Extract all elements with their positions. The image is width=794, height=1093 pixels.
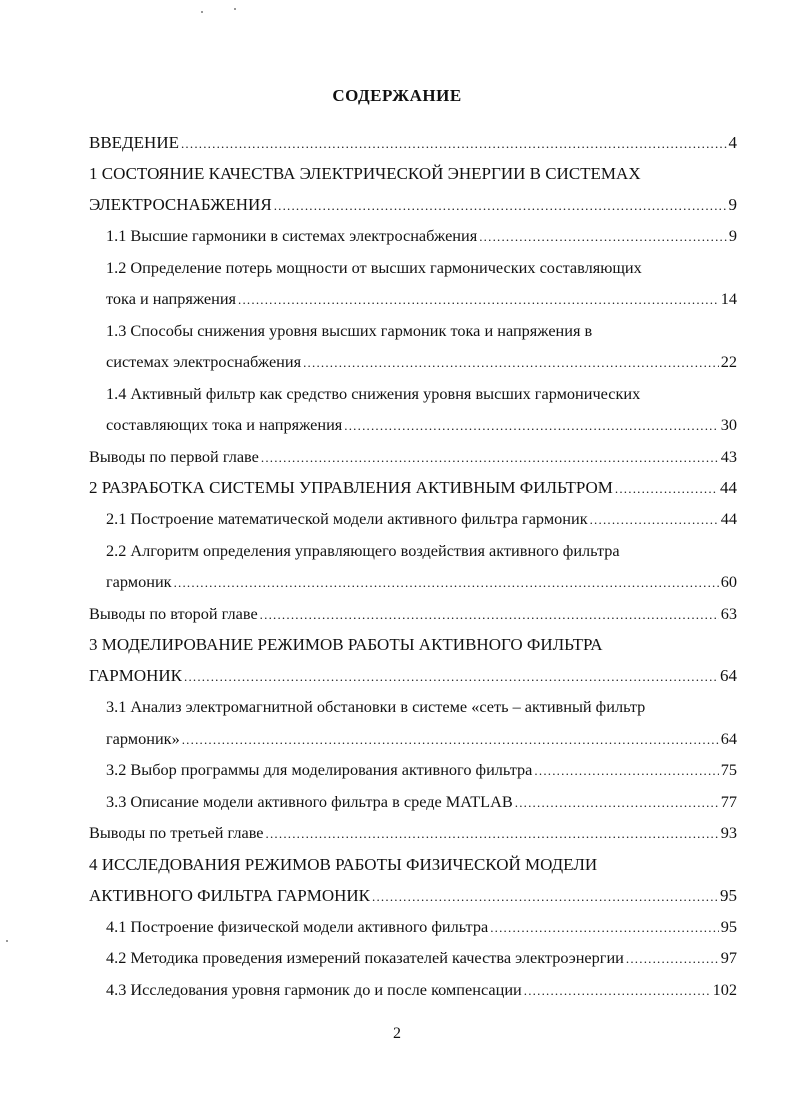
- toc-entry-text: 4 ИССЛЕДОВАНИЯ РЕЖИМОВ РАБОТЫ ФИЗИЧЕСКОЙ МОДЕЛИ: [89, 854, 598, 874]
- toc-entry[interactable]: [89, 315, 737, 378]
- toc-entry[interactable]: [89, 598, 737, 630]
- toc-entry[interactable]: [89, 378, 737, 441]
- toc-page-number: 95: [720, 916, 737, 936]
- dot-leader: [344, 410, 718, 442]
- toc-entry-text: гармоник»: [106, 728, 180, 748]
- toc-entry-text: 3.2 Выбор программы для моделирования активного фильтра: [106, 760, 533, 779]
- dot-leader: [534, 755, 718, 787]
- toc-page-number: 14: [720, 289, 737, 308]
- dot-leader: [626, 943, 719, 975]
- toc-entry[interactable]: [89, 158, 737, 220]
- toc-entry-text: 3 МОДЕЛИРОВАНИЕ РЕЖИМОВ РАБОТЫ АКТИВНОГО ФИЛЬТРА: [89, 635, 603, 654]
- scan-speck: [6, 940, 8, 942]
- toc-entry[interactable]: [89, 911, 737, 943]
- toc-entry[interactable]: [89, 252, 737, 315]
- toc-entry-text: Выводы по второй главе: [89, 603, 258, 623]
- toc-entry-text: 4.2 Методика проведения измерений показателей качества электроэнергии: [106, 948, 624, 967]
- dot-leader: [181, 128, 727, 159]
- dot-leader: [303, 347, 719, 379]
- toc-entry[interactable]: [89, 974, 737, 1006]
- toc-entry-text: 4.1 Построение физической модели активного фильтра: [106, 916, 489, 936]
- toc-entry-text: гармоник: [106, 572, 172, 591]
- toc-entry-text: Выводы по первой главе: [89, 446, 259, 466]
- page-number: 2: [393, 1025, 401, 1042]
- toc-entry-text: 1 СОСТОЯНИЕ КАЧЕСТВА ЭЛЕКТРИЧЕСКОЙ ЭНЕРГИИ В СИСТЕМАХ: [89, 164, 641, 183]
- toc-entry-text: тока и напряжения: [106, 289, 237, 308]
- dot-leader: [615, 473, 718, 504]
- toc-entry[interactable]: [89, 754, 737, 786]
- toc-entry-text: ГАРМОНИК: [89, 666, 182, 685]
- page-title: СОДЕРЖАНИЕ: [332, 86, 462, 105]
- dot-leader: [372, 881, 718, 912]
- scan-speck: [234, 8, 236, 10]
- toc-page-number: 63: [720, 603, 737, 623]
- dot-leader: [515, 787, 719, 819]
- toc-page-number: 97: [720, 948, 737, 967]
- dot-leader: [490, 912, 719, 944]
- toc-entry-text: 2.2 Алгоритм определения управляющего воздействия активного фильтра: [106, 540, 620, 560]
- toc-entry[interactable]: [89, 535, 737, 598]
- toc-entry[interactable]: [89, 817, 737, 849]
- dot-leader: [260, 599, 719, 631]
- toc-entry-text: 1.4 Активный фильтр как средство снижения уровня высших гармонических: [106, 383, 641, 403]
- dot-leader: [479, 221, 727, 253]
- toc-page-number: 60: [720, 572, 737, 591]
- toc-entry[interactable]: [89, 691, 737, 754]
- dot-leader: [182, 724, 719, 756]
- toc-entry-text: ЭЛЕКТРОСНАБЖЕНИЯ: [89, 195, 272, 214]
- toc-entry-text: 1.1 Высшие гармоники в системах электроснабжения: [106, 226, 478, 245]
- dot-leader: [524, 975, 711, 1007]
- toc-page-number: 9: [728, 226, 737, 245]
- toc-page-number: 77: [720, 791, 737, 811]
- toc-entry-text: системах электроснабжения: [106, 352, 302, 371]
- toc-entry-text: 4.3 Исследования уровня гармоник до и после компенсации: [106, 979, 522, 999]
- toc-page-number: 75: [720, 760, 737, 779]
- toc-entry-text: Выводы по третьей главе: [89, 823, 264, 842]
- toc-entry[interactable]: [89, 220, 737, 252]
- toc-page-number: 43: [720, 446, 737, 466]
- toc-entry-text: 2 РАЗРАБОТКА СИСТЕМЫ УПРАВЛЕНИЯ АКТИВНЫМ ФИЛЬТРОМ: [89, 478, 613, 497]
- toc-page-number: 4: [728, 133, 737, 152]
- toc-entry[interactable]: [89, 629, 737, 691]
- toc-page-number: 93: [720, 823, 737, 842]
- toc-entry-text: 1.2 Определение потерь мощности от высших гармонических составляющих: [106, 257, 642, 277]
- toc-entry-text: составляющих тока и напряжения: [106, 415, 343, 434]
- toc-entry[interactable]: [89, 849, 737, 911]
- toc-entry[interactable]: [89, 127, 737, 158]
- toc-entry-text: 1.3 Способы снижения уровня высших гармоник тока и напряжения в: [106, 320, 593, 340]
- toc-entry[interactable]: [89, 503, 737, 535]
- toc-entry-text: 3.1 Анализ электромагнитной обстановки в системе «сеть – активный фильтр: [106, 697, 646, 716]
- toc-page-number: 44: [720, 509, 737, 528]
- toc-entry-text: ВВЕДЕНИЕ: [89, 133, 179, 152]
- scan-speck: [201, 11, 203, 13]
- dot-leader: [184, 661, 718, 692]
- toc-page-number: 64: [720, 728, 737, 748]
- toc-page-number: 22: [720, 352, 737, 371]
- toc-entry-text: 2.1 Построение математической модели активного фильтра гармоник: [106, 509, 588, 528]
- dot-leader: [266, 818, 719, 850]
- toc-entry[interactable]: [89, 441, 737, 473]
- toc-page-number: 44: [720, 478, 737, 497]
- dot-leader: [590, 504, 719, 536]
- table-of-contents: [89, 127, 737, 1005]
- toc-page-number: 9: [728, 195, 737, 214]
- toc-entry[interactable]: [89, 786, 737, 818]
- toc-page-number: 64: [720, 666, 737, 685]
- toc-page-number: 95: [720, 885, 737, 905]
- dot-leader: [238, 284, 719, 316]
- toc-entry[interactable]: [89, 942, 737, 974]
- toc-entry[interactable]: [89, 472, 737, 503]
- dot-leader: [261, 442, 719, 474]
- toc-entry-text: 3.3 Описание модели активного фильтра в среде MATLAB: [106, 791, 513, 811]
- toc-entry-text: АКТИВНОГО ФИЛЬТРА ГАРМОНИК: [89, 885, 371, 905]
- toc-page-number: 102: [712, 979, 737, 999]
- dot-leader: [274, 190, 727, 221]
- dot-leader: [174, 567, 719, 599]
- toc-page-number: 30: [720, 415, 737, 434]
